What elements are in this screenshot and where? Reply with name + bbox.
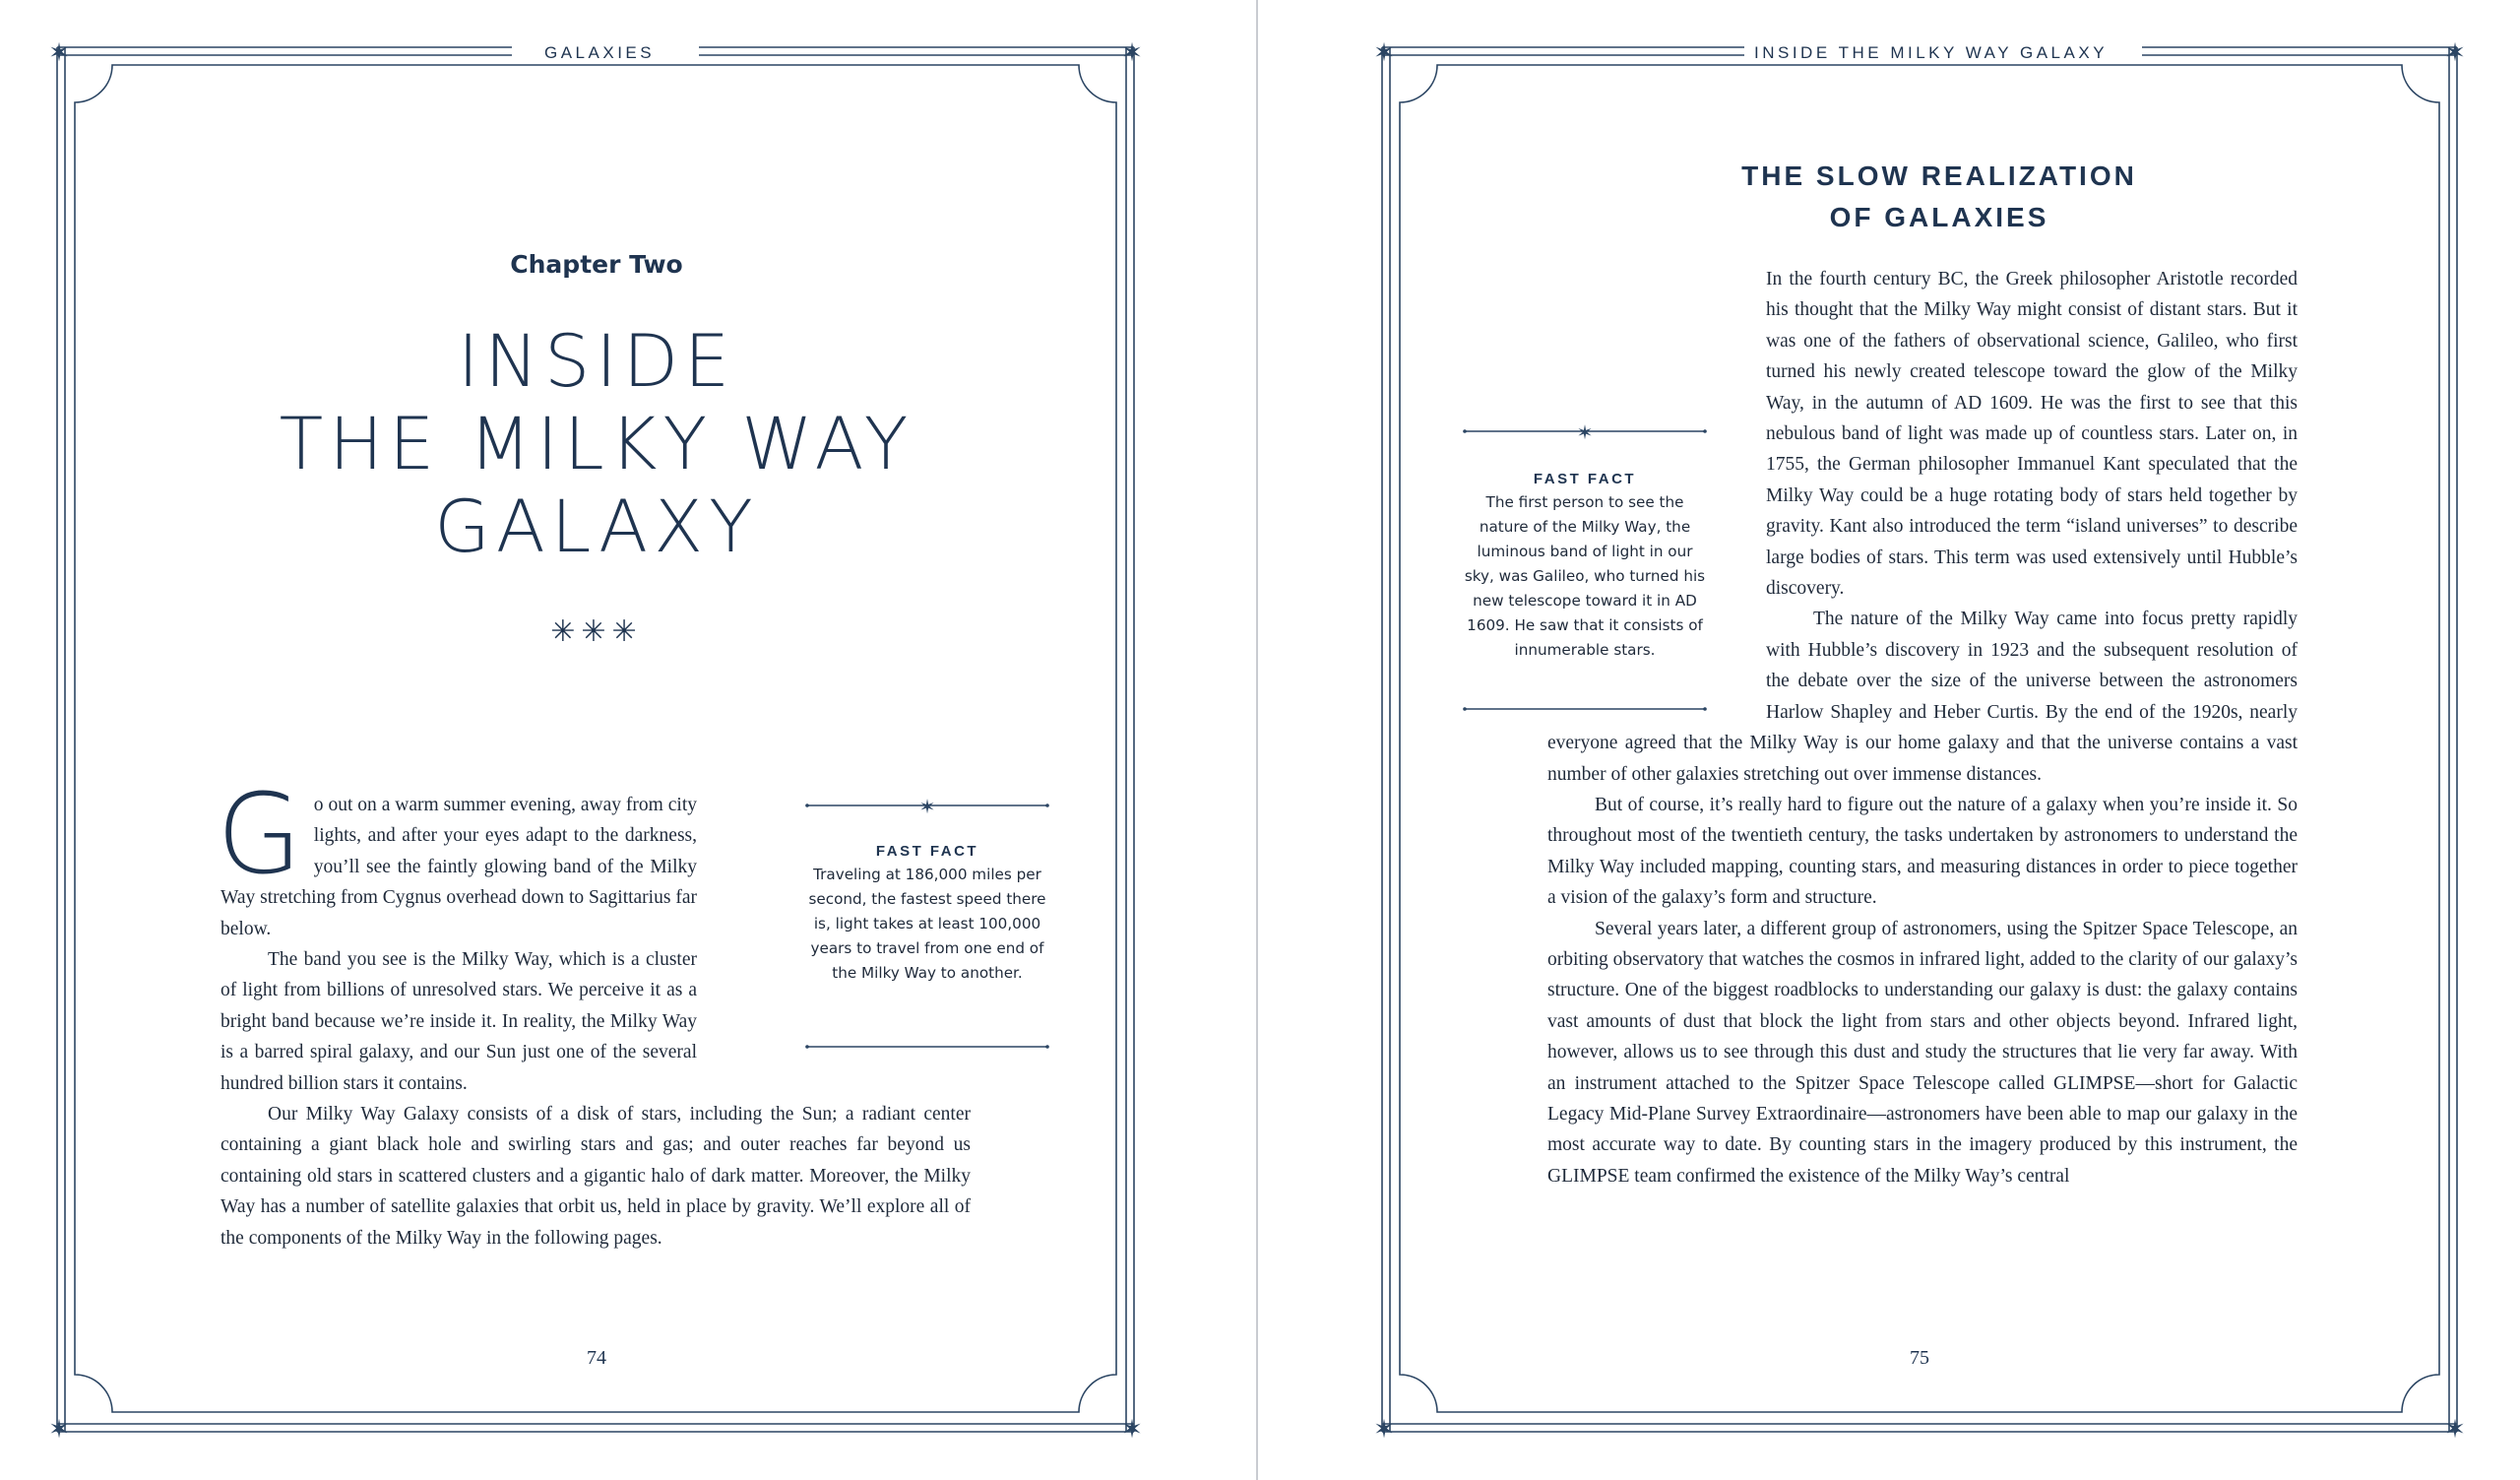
fact-box-top-rule — [1463, 421, 1707, 441]
paragraph: But of course, it’s really hard to figure out the nature of a galaxy when you’re inside it. So throughout most of the twentieth century, the tasks undertaken by astronomers to understand the Milky Way included mapping, counting stars, and measuring distances in order to piece together a vision of the galaxy’s form and structure. — [1547, 794, 2298, 909]
svg-text:✶: ✶ — [2444, 1415, 2466, 1445]
fast-fact-box — [1463, 471, 1707, 663]
asterism-ornament: ✳✳✳ — [550, 615, 643, 648]
left-page-border — [0, 0, 1256, 1480]
section-title-line-2: OF GALAXIES — [1829, 202, 2049, 232]
drop-cap: G — [217, 771, 302, 899]
chapter-title-line-2: THE MILKY WAY — [279, 403, 914, 486]
section-title — [1545, 156, 2333, 238]
svg-text:✶: ✶ — [1373, 38, 1395, 68]
page-number: 75 — [1910, 1347, 1929, 1369]
chapter-title-line-3: GALAXY — [434, 485, 759, 569]
svg-text:✶: ✶ — [2444, 38, 2466, 68]
paragraph: In the fourth century BC, the Greek philosopher Aristotle recorded his thought that the Milky Way might consist of distant stars. But it was one of the fathers of observational science, Galileo, who first turned his newly created telescope toward the glow of the Milky Way, in the autumn of AD 1609. He was the first to see that this nebulous band of light was made up of countless stars. Later on, in 1755, the German philosopher Immanuel Kant speculated that the Milky Way could be a huge rotating body of stars held together by gravity. Kant also introduced the term “island universes” to describe large bodies of stars. This term was used extensively until Hubble’s discovery. — [1766, 269, 2298, 600]
svg-text:✶: ✶ — [1121, 1415, 1143, 1445]
fact-box-bottom-rule — [805, 1042, 1049, 1052]
fact-box-bottom-rule — [1463, 704, 1707, 714]
running-head: GALAXIES — [544, 43, 656, 62]
page-number: 74 — [587, 1347, 606, 1369]
svg-text:✶: ✶ — [1121, 38, 1143, 68]
star-ornament-icon: ✶ — [1576, 421, 1594, 441]
fast-fact-title: FAST FACT — [1533, 471, 1637, 487]
section-body-text — [1547, 264, 2298, 1191]
svg-text:✶: ✶ — [48, 1415, 70, 1445]
fast-fact-title: FAST FACT — [875, 843, 979, 860]
chapter-label: Chapter Two — [510, 250, 683, 279]
paragraph: The nature of the Milky Way came into focus pretty rapidly with Hubble’s discovery in 1923 and the subsequent resolution of the debate over the size of the universe between the astronomers Harlow Shapley and Heber Curtis. By the end of the 1920s, nearly everyone agreed that the Milky Way is our home galaxy and that the universe contains a vast number of other galaxies stretching out over immense distances. — [1547, 609, 2298, 785]
left-page — [0, 0, 1256, 1480]
paragraph: The band you see is the Milky Way, which is a cluster of light from billions of unresolved stars. We perceive it as a bright band because we’re inside it. In reality, the Milky Way is a barred spiral galaxy, and our Sun just one of the several hundred billion stars it contains. — [220, 949, 697, 1094]
paragraph: Several years later, a different group of astronomers, using the Spitzer Space Telescope, an orbiting observatory that watches the cosmos in infrared light, added to the clarity of our galaxy’s structure. One of the biggest roadblocks to understanding our galaxy is dust: the galaxy contains vast amounts of dust that block the light from stars and other objects beyond. Infrared light, however, allows us to see through this dust and study the structures that lie very far away. With an instrument attached to the Spitzer Space Telescope called GLIMPSE—short for Galactic Legacy Mid-Plane Survey Extraordinaire—astronomers have been able to map our galaxy in the most accurate way to date. By counting stars in the imagery produced by this instrument, the GLIMPSE team confirmed the existence of the Milky Way’s central — [1547, 918, 2298, 1187]
fast-fact-box — [805, 843, 1049, 986]
chapter-title — [0, 321, 1193, 569]
star-ornament-icon: ✶ — [918, 796, 936, 815]
fact-box-top-rule — [805, 796, 1049, 815]
fast-fact-text: The first person to see the nature of the Milky Way, the luminous band of light in our sky, was Galileo, who turned his new telescope toward it in AD 1609. He saw that it consists of innumerable stars. — [1464, 493, 1706, 659]
section-title-line-1: THE SLOW REALIZATION — [1741, 161, 2137, 191]
svg-text:✶: ✶ — [1373, 1415, 1395, 1445]
fast-fact-text: Traveling at 186,000 miles per second, the fastest speed there is, light takes at least 100,000 years to travel from one end of the Milky Way to another. — [808, 866, 1046, 982]
paragraph: Our Milky Way Galaxy consists of a disk of stars, including the Sun; a radiant center containing a giant black hole and swirling stars and gas; and outer reaches far beyond us containing old stars in scattered clusters and a gigantic halo of dark matter. Moreover, the Milky Way has a number of satellite galaxies that orbit us, held in place by gravity. We’ll explore all of the components of the Milky Way in the following pages. — [220, 1104, 971, 1249]
paragraph-text: o out on a warm summer evening, away from city lights, and after your eyes adapt to the darkness, you’ll see the faintly glowing band of the Milky Way stretching from Cygnus overhead down to Sagittarius far below. — [220, 795, 697, 939]
running-head: INSIDE THE MILKY WAY GALAXY — [1754, 43, 2109, 62]
chapter-title-line-1: INSIDE — [457, 320, 736, 404]
svg-text:✶: ✶ — [48, 38, 70, 68]
